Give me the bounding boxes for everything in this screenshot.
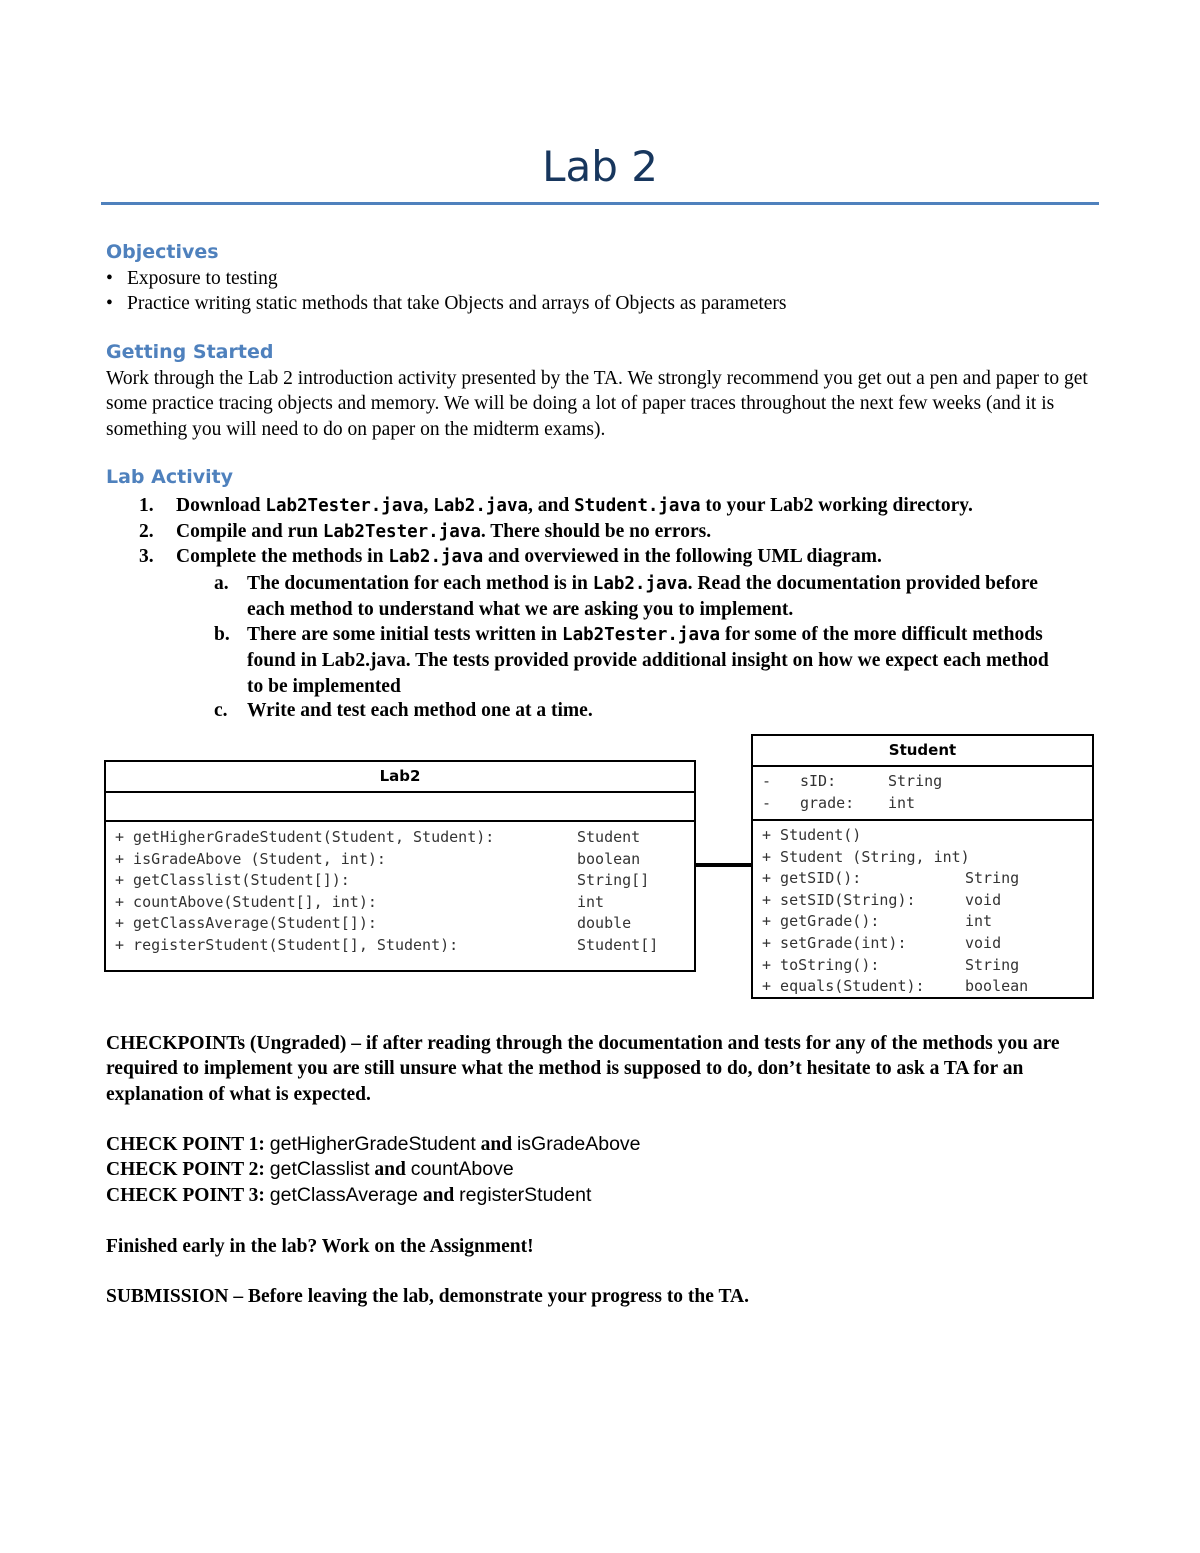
uml-field-row: - grade: int	[762, 793, 916, 812]
uml-method-row: + getClassAverage(Student[]): double	[115, 914, 632, 933]
finished-early-note: Finished early in the lab? Work on the Assignment!	[106, 1236, 534, 1257]
uml-method-row: + setSID(String): void	[762, 890, 1002, 909]
file-name: Lab2Tester.java	[322, 522, 481, 542]
method-name: getClasslist	[269, 1158, 370, 1180]
getting-started-heading: Getting Started	[106, 341, 274, 363]
uml-method-row: + getClasslist(Student[]): String[]	[115, 871, 650, 890]
uml-methods-section	[106, 822, 694, 957]
checkpoint-conjunction: and	[422, 1185, 455, 1206]
checkpoints-intro: CHECKPOINTs (Ungraded) – if after reading through the documentation and tests for any of the methods you are required to implement you are still unsure what the method is supposed to do, don’t hesitate to ask a TA for an explanation of what is expected.	[106, 1033, 1060, 1105]
submission-note: SUBMISSION – Before leaving the lab, demonstrate your progress to the TA.	[106, 1286, 749, 1307]
lab-activity-heading: Lab Activity	[106, 466, 234, 488]
uml-fields-section	[106, 793, 694, 822]
file-name: Lab2Tester.java	[265, 496, 424, 516]
uml-method-row: + Student()	[762, 826, 862, 844]
uml-class-student	[751, 734, 1094, 999]
uml-class-name: Lab2	[106, 762, 694, 793]
step-number: 1.	[139, 495, 154, 516]
uml-association-line	[695, 863, 752, 867]
objectives-list	[106, 266, 787, 316]
sub-step-letter: b.	[214, 624, 230, 645]
file-name: Lab2Tester.java	[562, 625, 721, 645]
checkpoint-label: CHECK POINT 2:	[106, 1159, 265, 1180]
title-divider	[101, 202, 1099, 205]
file-name: Lab2.java	[592, 574, 688, 594]
uml-method-row: + getSID(): String	[762, 869, 1020, 888]
sub-step-text: The documentation for each method is in Lab2.java. Read the documentation provided before each method to understand what we are asking you to implement.	[247, 573, 1038, 621]
uml-method-row: + toString(): String	[762, 955, 1020, 974]
uml-method-row: + equals(Student): boolean	[762, 977, 1029, 996]
method-name: countAbove	[410, 1158, 514, 1180]
method-name: registerStudent	[459, 1184, 592, 1206]
uml-method-row: + isGradeAbove (Student, int): boolean	[115, 849, 641, 868]
objectives-heading: Objectives	[106, 241, 219, 263]
getting-started-text: Work through the Lab 2 introduction activity presented by the TA. We strongly recommend you get out a pen and paper to get some practice tracing objects and memory. We will be doing a lot of paper traces throughout the next few weeks (and it is something you will need to do on paper on the midterm exams).	[106, 368, 1088, 440]
sub-step-text: There are some initial tests written in Lab2Tester.java for some of the more difficult methods found in Lab2.java. The tests provided provide additional insight on how we expect each method to be implemented	[247, 624, 1049, 697]
file-name: Lab2.java	[433, 496, 529, 516]
uml-fields-section	[753, 767, 1092, 821]
checkpoint-label: CHECK POINT 1:	[106, 1134, 265, 1155]
method-name: getClassAverage	[269, 1184, 418, 1206]
method-name: getHigherGradeStudent	[269, 1133, 476, 1155]
uml-method-row: + Student (String, int)	[762, 847, 970, 866]
uml-method-row: + registerStudent(Student[], Student): Student[]	[115, 935, 659, 954]
step-text: Compile and run Lab2Tester.java. There should be no errors.	[176, 521, 712, 542]
checkpoint-conjunction: and	[374, 1159, 406, 1180]
file-name: Lab2.java	[388, 547, 484, 567]
file-name: Student.java	[574, 496, 701, 516]
checkpoint-1	[106, 1132, 641, 1157]
list-item: • Practice writing static methods that take Objects and arrays of Objects as parameters	[106, 291, 787, 316]
step-number: 2.	[139, 521, 154, 542]
sub-step-letter: a.	[214, 573, 229, 594]
uml-class-name: Student	[753, 736, 1092, 767]
sub-step-text: Write and test each method one at a time.	[247, 700, 593, 721]
checkpoint-2	[106, 1157, 514, 1182]
step-text: Download Lab2Tester.java, Lab2.java, and Student.java to your Lab2 working directory.	[176, 495, 973, 516]
uml-method-row: + getGrade(): int	[762, 912, 993, 931]
checkpoint-label: CHECK POINT 3:	[106, 1185, 265, 1206]
checkpoint-3	[106, 1183, 591, 1208]
page-title: Lab 2	[542, 142, 658, 191]
uml-methods-section	[753, 821, 1092, 998]
uml-field-row: - sID: String	[762, 772, 943, 790]
checkpoint-conjunction: and	[480, 1134, 513, 1155]
list-item: • Exposure to testing	[106, 266, 787, 291]
uml-method-row: + getHigherGradeStudent(Student, Student): Student	[115, 828, 641, 846]
uml-method-row: + setGrade(int): void	[762, 933, 1002, 952]
uml-class-lab2	[104, 760, 696, 972]
step-text: Complete the methods in Lab2.java and overviewed in the following UML diagram.	[176, 546, 882, 567]
step-number: 3.	[139, 546, 154, 567]
uml-method-row: + countAbove(Student[], int): int	[115, 892, 605, 911]
method-name: isGradeAbove	[516, 1133, 641, 1155]
sub-step-letter: c.	[214, 700, 228, 721]
